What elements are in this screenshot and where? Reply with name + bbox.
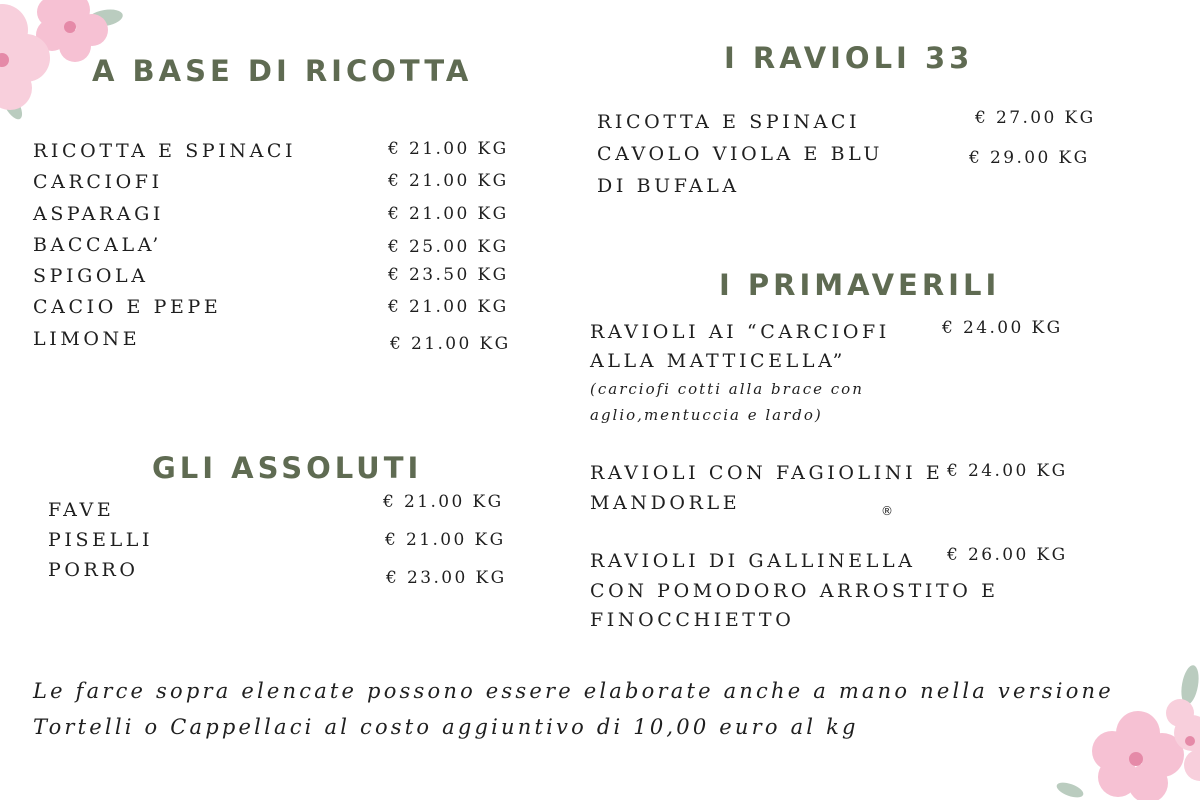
menu-item-description: (carciofi cotti alla brace con bbox=[590, 380, 864, 398]
menu-item-name: CACIO E PEPE bbox=[33, 296, 222, 318]
menu-item-price: € 21.00 KG bbox=[388, 297, 509, 317]
section-title-ricotta: A BASE DI RICOTTA bbox=[92, 54, 473, 88]
menu-item-price: € 21.00 KG bbox=[385, 530, 506, 550]
menu-item-name: BACCALA’ bbox=[33, 234, 162, 256]
menu-item-price: € 25.00 KG bbox=[388, 237, 509, 257]
footer-note-line1: Le farce sopra elencate possono essere elaborate anche a mano nella versione bbox=[33, 679, 1114, 703]
menu-item-price: € 24.00 KG bbox=[942, 318, 1063, 338]
menu-item-name: RAVIOLI AI “CARCIOFI bbox=[590, 321, 890, 343]
menu-item-price: € 29.00 KG bbox=[969, 148, 1090, 168]
menu-item-price: € 27.00 KG bbox=[975, 108, 1096, 128]
section-title-assoluti: GLI ASSOLUTI bbox=[152, 451, 423, 485]
menu-item-price: € 24.00 KG bbox=[947, 461, 1068, 481]
menu-item-name: PISELLI bbox=[48, 529, 154, 551]
menu-item-price: € 21.00 KG bbox=[390, 334, 511, 354]
menu-item-price: € 21.00 KG bbox=[388, 139, 509, 159]
menu-item-name: RAVIOLI DI GALLINELLA bbox=[590, 550, 916, 572]
menu-item-name: PORRO bbox=[48, 559, 139, 581]
menu-item-name: DI BUFALA bbox=[597, 175, 740, 197]
menu-item-name: ASPARAGI bbox=[33, 203, 165, 225]
section-title-primaverili: I PRIMAVERILI bbox=[719, 268, 1001, 302]
footer-note-line2: Tortelli o Cappellaci al costo aggiuntivo di 10,00 euro al kg bbox=[33, 715, 859, 739]
menu-item-name: RICOTTA E SPINACI bbox=[597, 111, 861, 133]
section-title-ravioli33: I RAVIOLI 33 bbox=[724, 41, 974, 75]
menu-item-price: € 23.00 KG bbox=[386, 568, 507, 588]
menu-item-name: CON POMODORO ARROSTITO E bbox=[590, 580, 999, 602]
menu-item-name: RAVIOLI CON FAGIOLINI E bbox=[590, 462, 944, 484]
menu-item-name: RICOTTA E SPINACI bbox=[33, 140, 297, 162]
menu-item-price: € 21.00 KG bbox=[383, 492, 504, 512]
menu-item-price: € 21.00 KG bbox=[388, 171, 509, 191]
menu-item-name: FINOCCHIETTO bbox=[590, 609, 795, 631]
menu-item-name: CAVOLO VIOLA E BLU bbox=[597, 143, 883, 165]
menu-item-name: SPIGOLA bbox=[33, 265, 149, 287]
registered-mark: ® bbox=[881, 504, 893, 518]
menu-item-name: CARCIOFI bbox=[33, 171, 163, 193]
menu-item-price: € 21.00 KG bbox=[388, 204, 509, 224]
cherry-blossom-bottom-right-icon bbox=[1050, 655, 1200, 800]
menu-item-price: € 23.50 KG bbox=[388, 265, 509, 285]
menu-item-description: aglio,mentuccia e lardo) bbox=[590, 406, 823, 424]
menu-item-price: € 26.00 KG bbox=[947, 545, 1068, 565]
menu-item-name: MANDORLE bbox=[590, 492, 741, 514]
menu-item-name: FAVE bbox=[48, 499, 115, 521]
menu-item-name: ALLA MATTICELLA” bbox=[590, 350, 846, 372]
menu-item-name: LIMONE bbox=[33, 328, 141, 350]
